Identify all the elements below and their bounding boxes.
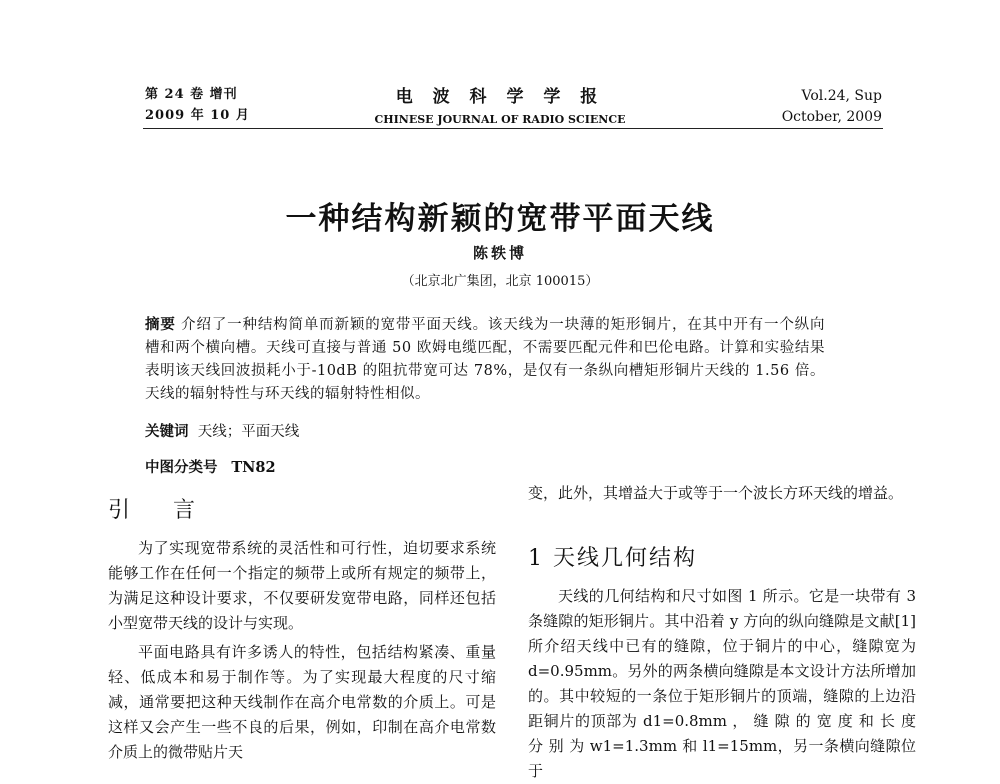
- volume-en: Vol.24, Sup: [801, 88, 882, 104]
- intro-paragraph-1: 为了实现宽带系统的灵活性和可行性，迫切要求系统能够工作在任何一个指定的频带上或所有规定的频带上，为满足这种设计要求，不仅要研发宽带电路，同样还包括小型宽带天线的设计与实现。: [108, 539, 496, 632]
- left-column: [108, 536, 496, 769]
- paper-title: 一种结构新颖的宽带平面天线: [285, 201, 715, 237]
- abstract-label: 摘要: [145, 317, 176, 333]
- date-cn: 2009 年 10 月: [145, 108, 250, 123]
- continuation-text: 变，此外，其增益大于或等于一个波长方环天线的增益。: [528, 484, 904, 502]
- right-column-top: [528, 481, 916, 506]
- header-left: [145, 84, 250, 126]
- clc-code: TN82: [231, 459, 276, 476]
- abstract-text: 介绍了一种结构简单而新颖的宽带平面天线。该天线为一块薄的矩形铜片，在其中开有一个纵向槽和两个横向槽。天线可直接与普通 50 欧姆电缆匹配，不需要匹配元件和巴伦电路。计算和实验结果表明该天线回波损耗小于-10dB 的阻抗带宽可达 78%，是仅有一条纵向槽矩形铜片天线的 1.56 倍。天线的辐射特性与环天线的辐射特性相似。: [145, 317, 826, 402]
- volume-cn: 第 24 卷 增刊: [145, 87, 238, 102]
- abstract: [145, 314, 825, 406]
- keywords-text: 天线；平面天线: [197, 424, 300, 440]
- date-en: October, 2009: [781, 109, 882, 125]
- section-1-paragraph: 天线的几何结构和尺寸如图 1 所示。它是一块带有 3 条缝隙的矩形铜片。其中沿着 y 方向的纵向缝隙是文献[1]所介绍天线中已有的缝隙，位于铜片的中心，缝隙宽为 d=0.95mm。另外的两条横向缝隙是本文设计方法所增加的。其中较短的一条位于矩形铜片的顶端，缝隙的上边沿距铜片的顶部为 d1=0.8mm ， 缝 隙 的 宽 度 和 长 度 分 别 为 w1=1.3mm 和 l1=15mm，另一条横向缝隙位于: [528, 587, 916, 780]
- clc-label: 中图分类号: [145, 460, 218, 476]
- keywords-label: 关键词: [145, 424, 189, 440]
- affiliation: （北京北广集团，北京 100015）: [401, 274, 599, 289]
- header-rule: [143, 128, 883, 129]
- section-1-heading: 1 天线几何结构: [528, 546, 697, 571]
- journal-header: [360, 82, 640, 126]
- header-right: [782, 86, 882, 128]
- journal-name-en: CHINESE JOURNAL OF RADIO SCIENCE: [374, 113, 626, 126]
- classification: [145, 456, 276, 477]
- journal-name-cn: 电 波 科 学 学 报: [395, 87, 605, 107]
- intro-heading: 引 言: [108, 498, 213, 523]
- right-column-section1: [528, 584, 916, 784]
- keywords: [145, 420, 299, 441]
- author: 陈轶博: [472, 244, 527, 262]
- intro-paragraph-2: 平面电路具有许多诱人的特性，包括结构紧凑、重量轻、低成本和易于制作等。为了实现最大程度的尺寸缩减，通常要把这种天线制作在高介电常数的介质上。可是这样又会产生一些不良的后果，例如，印制在高介电常数介质上的微带贴片天: [108, 643, 496, 761]
